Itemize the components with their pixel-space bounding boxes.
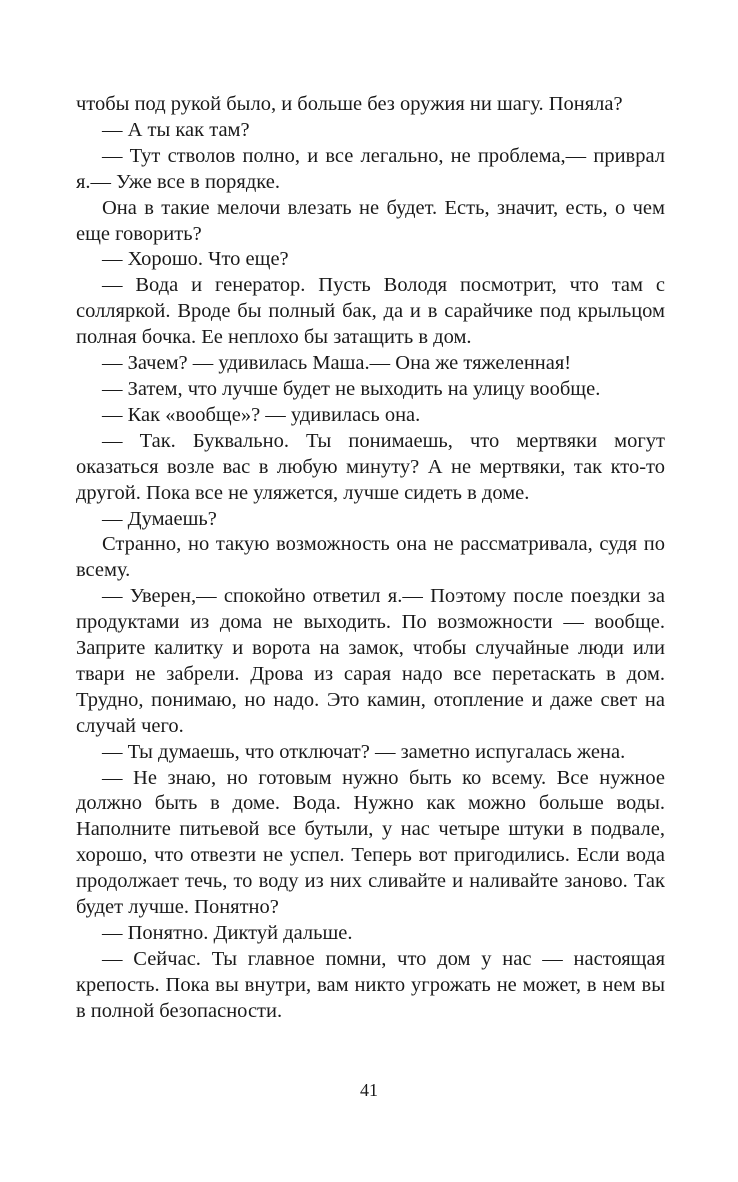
- paragraph-17: — Сейчас. Ты главное помни, что дом у нас — настоящая крепость. Пока вы внутри, вам никто угрожать не может, в нем вы в полной безопасности.: [76, 947, 665, 1022]
- paragraph-3: — Тут стволов полно, и все легально, не проблема,— приврал я.— Уже все в порядке.: [76, 144, 665, 193]
- paragraph-14: — Ты думаешь, что отключат? — заметно испугалась жена.: [102, 740, 626, 763]
- paragraph-5: — Хорошо. Что еще?: [102, 248, 289, 271]
- paragraph-7: — Зачем? — удивилась Маша.— Она же тяжеленная!: [102, 352, 572, 375]
- paragraph-4: Она в такие мелочи влезать не будет. Есть, значит, есть, о чем еще говорить?: [76, 196, 665, 245]
- paragraph-9: — Как «вообще»? — удивилась она.: [102, 403, 421, 426]
- paragraph-1: чтобы под рукой было, и больше без оружия ни шагу. Поняла?: [76, 93, 623, 115]
- paragraph-2: — А ты как там?: [102, 118, 250, 141]
- paragraph-10: — Так. Буквально. Ты понимаешь, что мертвяки могут оказаться возле вас в любую минуту? А не мертвяки, так кто-то другой. Пока все не уляжется, лучше сидеть в доме.: [76, 429, 665, 504]
- paragraph-11: — Думаешь?: [102, 507, 217, 530]
- paragraph-13: — Уверен,— спокойно ответил я.— Поэтому после поездки за продуктами из дома не выходить. По возможности — вообще. Заприте калитку и ворота на замок, чтобы случайные люди или твари не забрели. Дрова из сарая надо все перетаскать в дом. Трудно, понимаю, но надо. Это камин, отопление и даже свет на случай чего.: [76, 585, 665, 737]
- paragraph-12: Странно, но такую возможность она не рассматривала, судя по всему.: [76, 533, 665, 582]
- page-number: 41: [360, 1080, 378, 1100]
- paragraph-15: — Не знаю, но готовым нужно быть ко всему. Все нужное должно быть в доме. Вода. Нужно как можно больше воды. Наполните питьевой все бутыли, у нас четыре штуки в подвале, хорошо, что отвезти не успел. Теперь вот пригодились. Если вода продолжает течь, то воду из них сливайте и наливайте заново. Так будет лучше. Понятно?: [76, 766, 665, 919]
- paragraph-6: — Вода и генератор. Пусть Володя посмотрит, что там с солляркой. Вроде бы полный бак, да и в сарайчике под крыльцом полная бочка. Ее неплохо бы затащить в дом.: [76, 274, 665, 349]
- paragraph-16: — Понятно. Диктуй дальше.: [102, 922, 353, 944]
- page-text: [76, 92, 665, 1025]
- paragraph-8: — Затем, что лучше будет не выходить на улицу вообще.: [102, 377, 601, 400]
